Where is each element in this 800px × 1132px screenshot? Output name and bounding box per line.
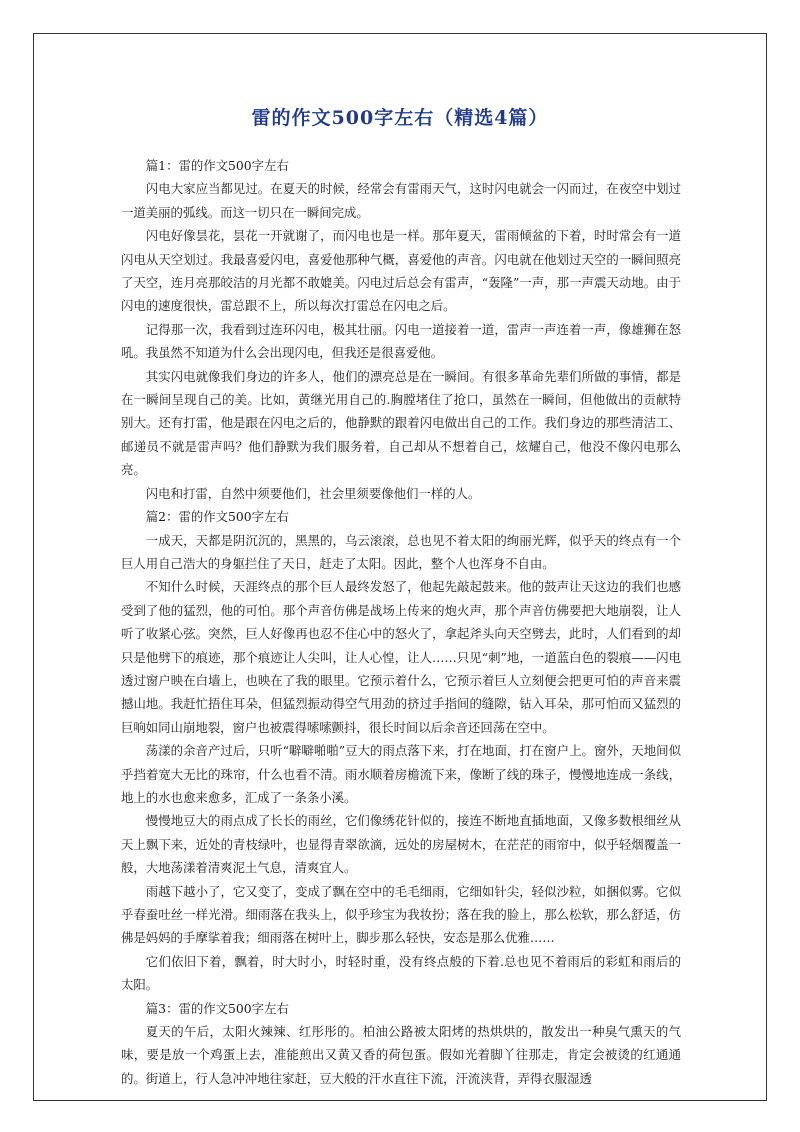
paragraph: 闪电好像昙花，昙花一开就谢了，而闪电也是一样。那年夏天，雷雨倾盆的下着，时时常会有一道闪电从天空划过。我最喜爱闪电，喜爱他那种气概，喜爱他的声音。闪电就在他划过天空的一瞬间照亮了天空，连月亮那皎洁的月光都不敢媲美。闪电过后总会有雷声，“轰隆”一声，那一声震天动地。由于闪电的速度很快，雷总跟不上，所以每次打雷总在闪电之后。	[121, 228, 681, 314]
section-heading: 篇2：雷的作文500字左右	[145, 509, 289, 525]
paragraph: 记得那一次，我看到过连环闪电，极其壮丽。闪电一道接着一道，雷声一声连着一声，像雄狮在怒吼。我虽然不知道为什么会出现闪电，但我还是很喜爱他。	[121, 321, 681, 361]
paragraph: 夏天的午后，太阳火辣辣、红彤彤的。柏油公路被太阳烤的热烘烘的，散发出一种臭气熏天的气味，要是放一个鸡蛋上去，准能煎出又黄又香的荷包蛋。假如光着脚丫往那走，肯定会被烫的红通通的。街道上，行人急冲冲地往家赶，豆大般的汗水直往下流，汗流浃背，弄得衣服湿透	[121, 1024, 681, 1086]
document-body	[121, 154, 681, 1090]
paragraph: 闪电大家应当都见过。在夏天的时候，经常会有雷雨天气，这时闪电就会一闪而过，在夜空中划过一道美丽的弧线。而这一切只在一瞬间完成。	[121, 181, 681, 220]
paragraph: 闪电和打雷，自然中须要他们，社会里须要像他们一样的人。	[145, 485, 481, 501]
paragraph: 一成天，天都是阴沉沉的，黑黑的，乌云滚滚，总也见不着太阳的绚丽光辉，似乎天的终点有一个巨人用自己浩大的身躯拦住了天日，赶走了太阳。因此，整个人也浑身不自由。	[121, 532, 681, 571]
document-title: 雷的作文500字左右（精选4篇）	[251, 107, 549, 129]
paragraph: 其实闪电就像我们身边的许多人，他们的漂亮总是在一瞬间。有很多革命先辈们所做的事情，都是在一瞬间呈现自己的美。比如，黄继光用自己的.胸膛堵住了抢口，虽然在一瞬间，但他做出的贡献特别大。还有打雷，他是跟在闪电之后的，他静默的跟着闪电做出自己的工作。我们身边的那些清洁工、邮递员不就是雷声吗？他们静默为我们服务着，自己却从不想着自己，炫耀自己，他没不像闪电那么亮。	[121, 368, 681, 478]
paragraph: 雨越下越小了，它又变了，变成了飘在空中的毛毛细雨，它细如针尖，轻似沙粒，如捆似雾。它似乎春蚕吐丝一样光滑。细雨落在我头上，似乎珍宝为我妆扮；落在我的脸上，那么松软，那么舒适，仿佛是妈妈的手摩挲着我；细雨落在树叶上，脚步那么轻快，安态是那么优雅……	[121, 883, 681, 946]
paragraph: 荡漾的余音产过后，只听“噼噼啪啪”豆大的雨点落下来，打在地面，打在窗户上。窗外，天地间似乎挡着宽大无比的珠帘，什么也看不清。雨水顺着房檐流下来，像断了线的珠子，慢慢地连成一条线，地上的水也愈来愈多，汇成了一条条小溪。	[121, 743, 681, 805]
paragraph: 它们依旧下着，飘着，时大时小，时轻时重，没有终点般的下着.总也见不着雨后的彩虹和雨后的太阳。	[121, 953, 681, 993]
section-heading: 篇3：雷的作文500字左右	[145, 1000, 289, 1016]
paragraph: 不知什么时候，天涯终点的那个巨人最终发怒了，他起先敲起鼓来。他的鼓声让天这边的我们也感受到了他的猛烈，他的可怕。那个声音仿佛是战场上传来的炮火声，那个声音仿佛要把大地崩裂，让人听了收紧心弦。突然，巨人好像再也忍不住心中的怒火了，拿起斧头向天空劈去，此时，人们看到的却只是他劈下的痕迹，那个痕迹让人尖叫，让人心惶，让人……只见“刺”地，一道蓝白色的裂痕——闪电透过窗户映在白墙上，也映在了我的眼里。它预示着什么，它预示着巨人立刻便会把更可怕的声音来震撼山地。我赶忙捂住耳朵，但猛烈振动得空气用劲的挤过手指间的缝隙，钻入耳朵，那可怕而又猛烈的巨响如同山崩地裂，窗户也被震得嗦嗦颤抖，很长时间以后余音还回荡在空中。	[121, 579, 681, 735]
section-heading: 篇1：雷的作文500字左右	[145, 158, 289, 173]
paragraph: 慢慢地豆大的雨点成了长长的雨丝，它们像绣花针似的，接连不断地直插地面，又像多数根细丝从天上飘下来，近处的青枝绿叶，也显得青翠欲滴，远处的房屋树木，在茫茫的雨帘中，似乎轻烟覆盖一般，大地荡漾着清爽泥土气息，清爽宜人。	[121, 813, 681, 876]
